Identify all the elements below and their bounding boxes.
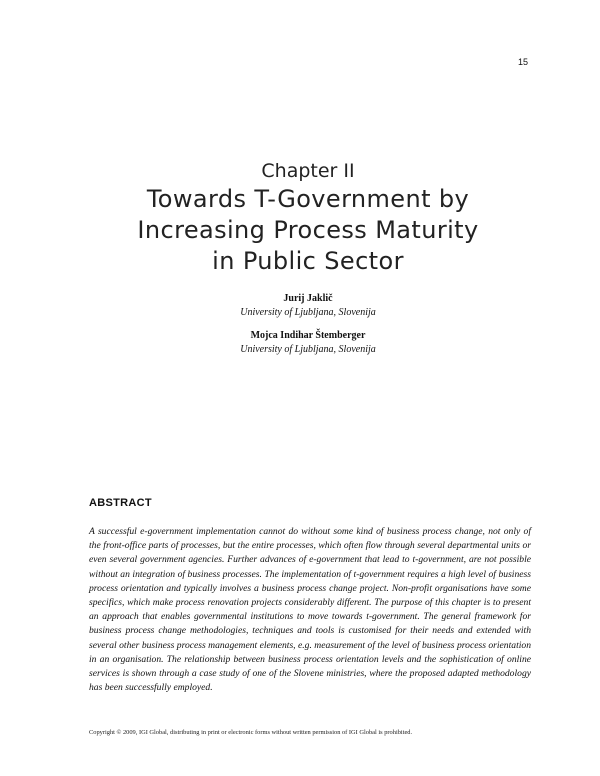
author-name: Mojca Indihar Štemberger (250, 330, 366, 341)
chapter-label: Chapter II (261, 160, 355, 182)
copyright-notice: Copyright © 2009, IGI Global, distributing in print or electronic forms without written permission of IGI Global is prohibited. (89, 729, 413, 736)
author-name: Jurij Jaklič (283, 293, 333, 304)
author-affiliation: University of Ljubljana, Slovenija (240, 344, 376, 355)
author-block (0, 329, 600, 357)
page-number: 15 (517, 57, 528, 67)
chapter-title-line: in Public Sector (212, 247, 404, 275)
author-block (0, 292, 600, 320)
abstract-heading: ABSTRACT (89, 497, 152, 509)
chapter-title-line: Increasing Process Maturity (137, 216, 479, 244)
chapter-title-line: Towards T-Government by (146, 185, 470, 213)
chapter-title (0, 184, 600, 277)
author-affiliation: University of Ljubljana, Slovenija (240, 307, 376, 318)
abstract-body: A successful e-government implementation cannot do without some kind of business process change, not only of the front-office parts of processes, but the entire processes, which often flow through several departmental units or even several government agencies. Further advances of e-government that lead to t-government, are not possible without an integration of business processes. The implementation of t-government requires a high level of business process orientation and typically involves a business process change project. Non-profit organisations have some specifics, which make process renovation projects considerably different. The purpose of this chapter is to present an approach that enables governmental institutions to move towards t-government. The general framework for business process change methodologies, techniques and tools is customised for their needs and extended with several other business process management elements, e.g. measurement of the level of business process orientation in an organisation. The relationship between business process orientation levels and the sophistication of online services is shown through a case study of one of the Slovene ministries, where the proposed adapted methodology has been successfully employed. (89, 526, 531, 694)
